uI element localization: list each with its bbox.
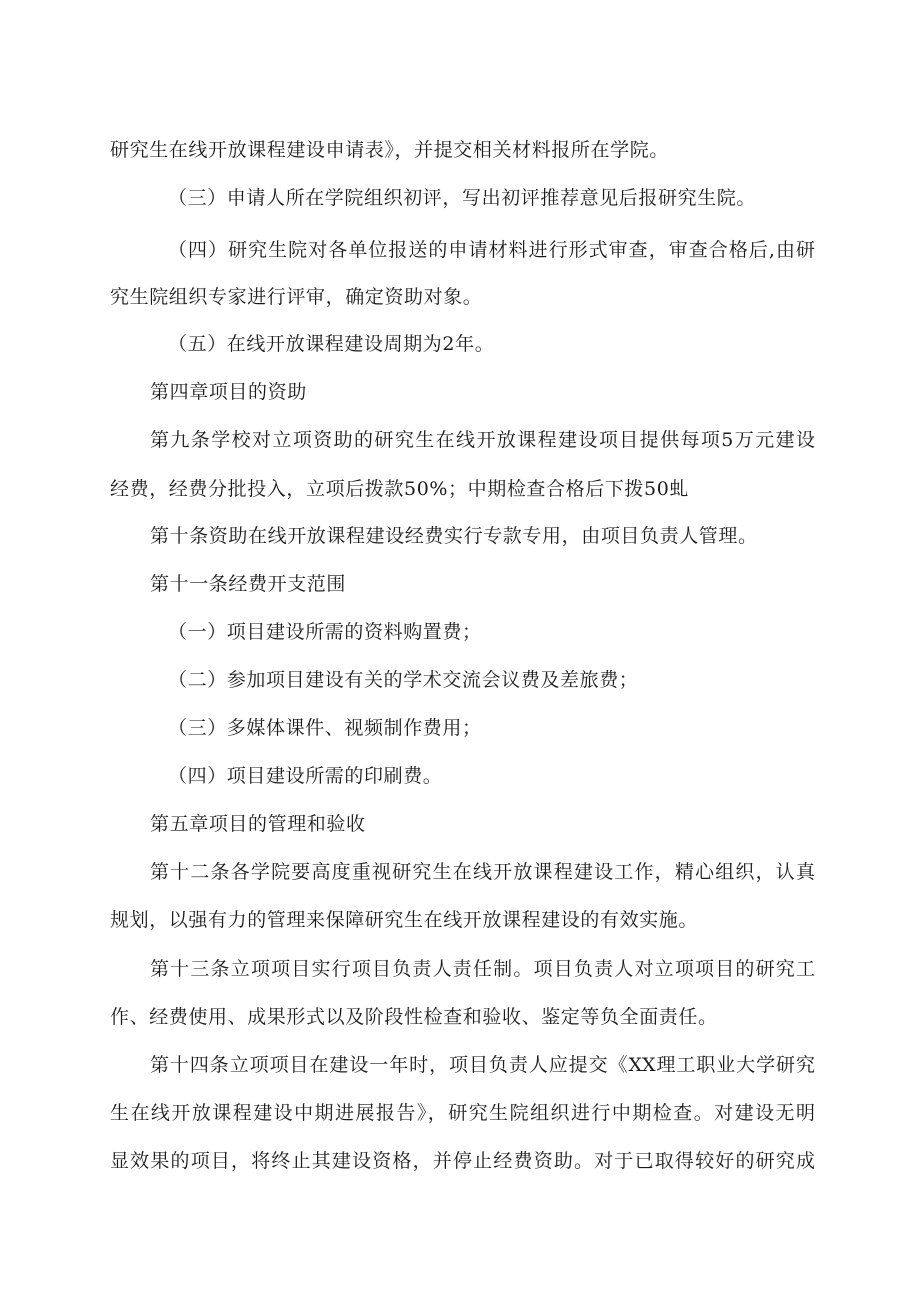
text-line: 经费，经费分批投入，立项后拨款50%；中期检查合格后下拨50虬 <box>110 478 690 500</box>
text-line: 第九条学校对立项资助的研究生在线开放课程建设项目提供每项5万元建设 <box>150 429 815 451</box>
text-line: （一）项目建设所需的资料购置费； <box>168 621 482 643</box>
chapter-heading: 第五章项目的管理和验收 <box>150 813 366 835</box>
text-line: 第十二条各学院要高度重视研究生在线开放课程建设工作，精心组织，认真 <box>150 861 815 883</box>
text-line: 第十一条经费开支范围 <box>150 573 347 595</box>
text-line: 研究生在线开放课程建设申请表》，并提交相关材料报所在学院。 <box>110 139 669 161</box>
text-line: 规划，以强有力的管理来保障研究生在线开放课程建设的有效实施。 <box>110 909 699 931</box>
text-line: 第十三条立项项目实行项目负责人责任制。项目负责人对立项项目的研究工 <box>150 958 815 980</box>
chapter-heading: 第四章项目的资助 <box>150 381 307 403</box>
text-line: 显效果的项目，将终止其建设资格，并停止经费资助。对于已取得较好的研究成 <box>110 1150 815 1172</box>
text-line: （四）研究生院对各单位报送的申请材料进行形式审查，审查合格后,由研 <box>168 239 815 261</box>
text-line: 究生院组织专家进行评审，确定资助对象。 <box>110 286 483 308</box>
text-line: 生在线开放课程建设中期进展报告》，研究生院组织进行中期检查。对建设无明 <box>110 1102 815 1124</box>
text-line: （四）项目建设所需的印刷费。 <box>168 765 443 787</box>
text-line: （五）在线开放课程建设周期为2年。 <box>168 333 495 355</box>
text-line: （三）申请人所在学院组织初评，写出初评推荐意见后报研究生院。 <box>168 187 757 209</box>
text-line: 第十四条立项项目在建设一年时，项目负责人应提交《XX理工职业大学研究 <box>150 1054 815 1076</box>
text-line: 作、经费使用、成果形式以及阶段性检查和验收、鉴定等负全面责任。 <box>110 1006 718 1028</box>
text-line: （二）参加项目建设有关的学术交流会议费及差旅费； <box>168 669 639 691</box>
text-line: 第十条资助在线开放课程建设经费实行专款专用，由项目负责人管理。 <box>150 525 758 547</box>
text-line: （三）多媒体课件、视频制作费用； <box>168 717 482 739</box>
